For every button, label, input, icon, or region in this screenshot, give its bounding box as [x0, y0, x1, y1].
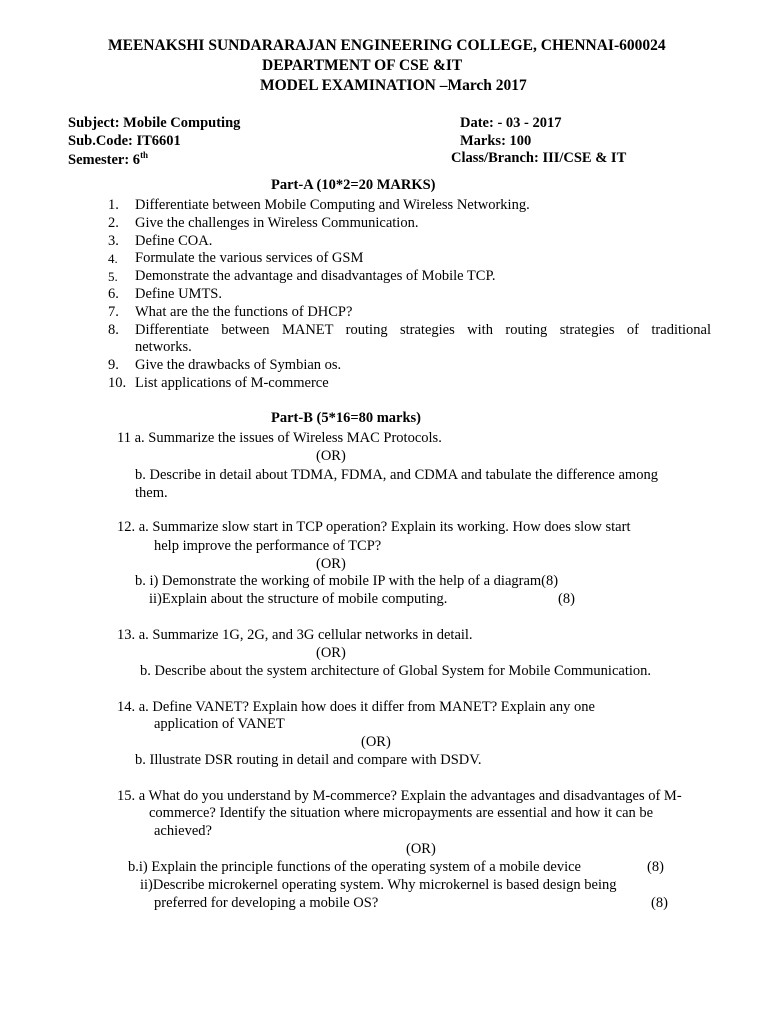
list-item-continuation: networks. [135, 339, 192, 356]
question-12b-ii: ii)Explain about the structure of mobile computing. [149, 591, 448, 607]
question-13b: b. Describe about the system architecture of Global System for Mobile Communication. [140, 663, 652, 679]
question-15a-cont2: achieved? [154, 823, 212, 839]
question-15b-ii: ii)Describe microkernel operating system. Why microkernel is based design being [140, 877, 617, 893]
semester-label: Semester: 6th [68, 150, 149, 168]
question-15b-ii-marks: (8) [651, 895, 668, 911]
question-12a-cont: help improve the performance of TCP? [154, 538, 382, 554]
date-label: Date: - 03 - 2017 [460, 115, 562, 131]
list-item: 3. Define COA. [108, 232, 213, 249]
part-a-question-list [108, 197, 711, 393]
list-item: 10. List applications of M-commerce [108, 374, 329, 391]
part-a-title: Part-A (10*2=20 MARKS) [271, 177, 436, 193]
exam-title: MODEL EXAMINATION –March 2017 [260, 77, 527, 94]
question-15a-cont: commerce? Identify the situation where micropayments are essential and how it can be [149, 805, 654, 821]
question-11b-cont: them. [135, 485, 168, 501]
question-11a: 11 a. Summarize the issues of Wireless MAC Protocols. [117, 430, 442, 446]
list-item: 8. Differentiate between MANET routing strategies with routing strategies of traditional [108, 321, 711, 338]
list-item: 4. Formulate the various services of GSM [108, 250, 364, 267]
part-b-title: Part-B (5*16=80 marks) [271, 410, 422, 426]
list-item: 2. Give the challenges in Wireless Communication. [108, 214, 419, 231]
question-12a: 12. a. Summarize slow start in TCP operation? Explain its working. How does slow start [117, 519, 631, 535]
question-15b-i: b.i) Explain the principle functions of the operating system of a mobile device [128, 859, 581, 875]
or-separator: (OR) [316, 645, 346, 661]
question-15b-ii-cont: preferred for developing a mobile OS? [154, 895, 379, 911]
question-14a: 14. a. Define VANET? Explain how does it differ from MANET? Explain any one [117, 699, 595, 715]
department-name: DEPARTMENT OF CSE &IT [262, 57, 463, 74]
question-13a: 13. a. Summarize 1G, 2G, and 3G cellular networks in detail. [117, 627, 473, 643]
question-12b-i: b. i) Demonstrate the working of mobile IP with the help of a diagram(8) [135, 573, 559, 589]
question-12b-ii-marks: (8) [558, 591, 575, 607]
list-item: 6. Define UMTS. [108, 285, 222, 302]
question-11b: b. Describe in detail about TDMA, FDMA, and CDMA and tabulate the difference among [135, 467, 658, 483]
or-separator: (OR) [316, 448, 346, 464]
subject-label: Subject: Mobile Computing [68, 115, 241, 131]
marks-label: Marks: 100 [460, 133, 532, 149]
or-separator: (OR) [361, 734, 391, 750]
list-item: 9. Give the drawbacks of Symbian os. [108, 357, 342, 374]
college-name: MEENAKSHI SUNDARARAJAN ENGINEERING COLLEGE, CHENNAI-600024 [108, 37, 666, 54]
class-branch-label: Class/Branch: III/CSE & IT [451, 150, 627, 166]
question-15a: 15. a What do you understand by M-commerce? Explain the advantages and disadvantages of M- [117, 788, 682, 804]
list-item: 7. What are the the functions of DHCP? [108, 303, 353, 320]
subcode-label: Sub.Code: IT6601 [68, 133, 181, 149]
question-14b: b. Illustrate DSR routing in detail and compare with DSDV. [135, 752, 482, 768]
list-item: 1. Differentiate between Mobile Computing and Wireless Networking. [108, 197, 530, 213]
list-item: 5. Demonstrate the advantage and disadvantages of Mobile TCP. [108, 268, 496, 285]
question-15b-i-marks: (8) [647, 859, 664, 875]
or-separator: (OR) [406, 841, 436, 857]
or-separator: (OR) [316, 556, 346, 572]
question-14a-cont: application of VANET [154, 716, 285, 732]
